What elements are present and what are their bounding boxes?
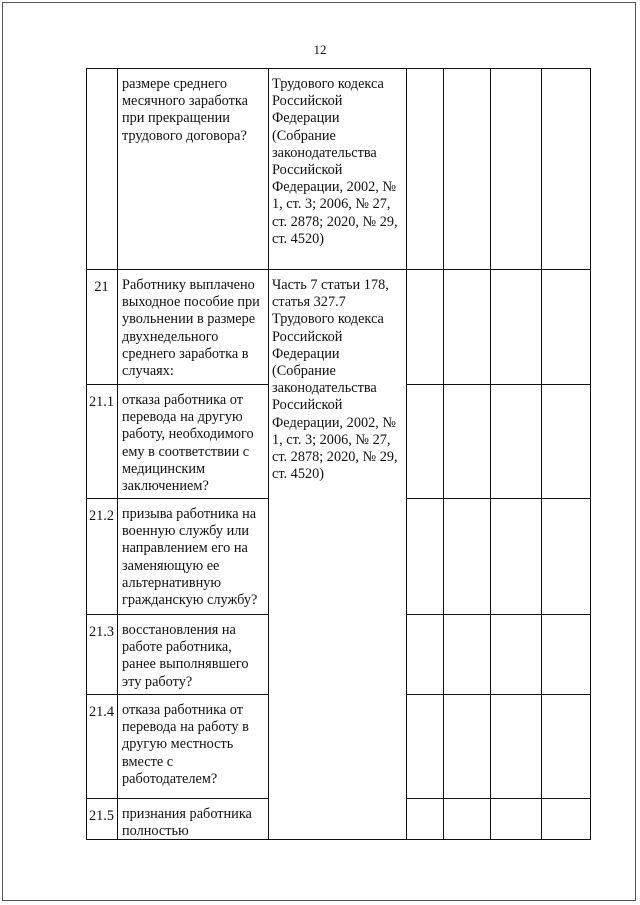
row-number: 21 [94,279,109,295]
table-row-divider [86,614,268,615]
row-legal-reference: Трудового кодекса Российской Федерации (Собрание законодательства Российской Федерации, 2002, № 1, ст. 3; 2006, № 27, ст. 2878; 2020, № 29, ст. 4520) [272,76,398,247]
row-question: признания работника полностью [122,806,252,840]
table-column-divider [490,68,491,839]
row-number: 21.3 [88,624,115,640]
table-border-bottom [86,839,591,840]
row-question: отказа работника от перевода на другую работу, необходимого ему в соответствии с медицинским заключением? [122,392,254,495]
table-row-divider [86,798,268,799]
page-number: 12 [313,42,327,57]
table-row-divider [86,384,268,385]
table-column-divider [541,68,542,839]
row-question: призыва работника на военную службу или направлением его на заменяющую ее альтернативную гражданскую службу? [122,506,258,609]
row-number [86,68,117,269]
table-row-divider [406,798,591,799]
table-row-divider [406,614,591,615]
row-number: 21.2 [88,508,115,524]
table-row-divider [406,384,591,385]
table-column-divider [443,68,444,839]
table-row-divider [406,498,591,499]
row-number: 21.1 [88,394,115,410]
table-row-divider [86,498,268,499]
table-column-divider [406,68,407,839]
table-column-divider [117,68,118,839]
row-question: восстановления на работе работника, ранее выполнявшего эту работу? [122,622,249,690]
table-row-divider [406,694,591,695]
table-border-left [86,68,87,839]
row-number: 21.5 [88,808,115,824]
row-question: размере среднего месячного заработка при прекращении трудового договора? [122,76,248,144]
table-column-divider [268,68,269,839]
table-border-top [86,68,591,69]
row-number: 21.4 [88,704,115,720]
row-legal-reference: Часть 7 статьи 178, статья 327.7 Трудового кодекса Российской Федерации (Собрание законодательства Российской Федерации, 2002, № 1, ст. 3; 2006, № 27, ст. 2878; 2020, № 29, ст. 4520) [272,277,398,483]
row-question: отказа работника от перевода на работу в другую местность вместе с работодателем? [122,702,249,787]
row-question: Работнику выплачено выходное пособие при увольнении в размере двухнедельного среднего заработка в случаях: [122,277,260,380]
table-border-right [590,68,591,839]
table-row-divider [86,694,268,695]
table-row-divider [86,269,591,270]
